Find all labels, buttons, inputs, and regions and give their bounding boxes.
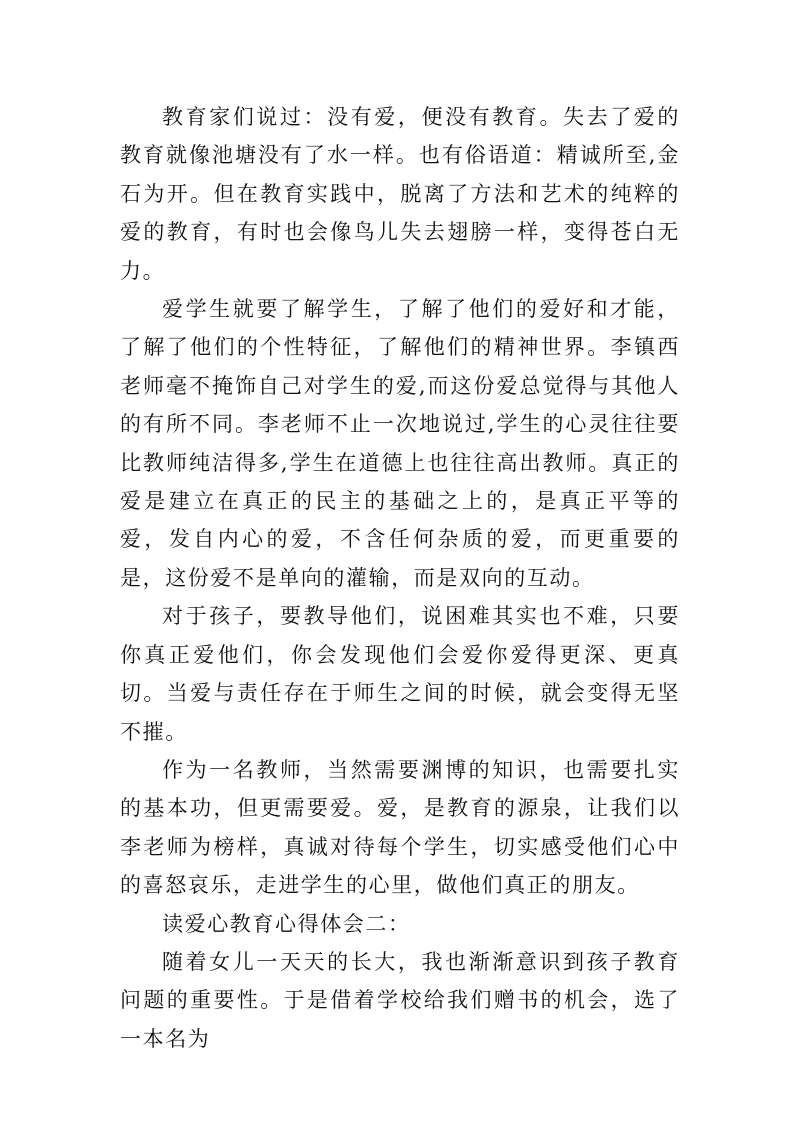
paragraph-4: 作为一名教师，当然需要渊博的知识，也需要扎实的基本功，但更需要爱。爱，是教育的源泉，让我们以李老师为榜样，真诚对待每个学生，切实感受他们心中的喜怒哀乐，走进学生的心里，做他们真正的朋友。 — [120, 757, 680, 898]
paragraph-5: 随着女儿一天天的长大，我也渐渐意识到孩子教育问题的重要性。于是借着学校给我们赠书的机会，选了一本名为 — [120, 949, 680, 1051]
paragraph-2: 爱学生就要了解学生，了解了他们的爱好和才能，了解了他们的个性特征，了解他们的精神世界。李镇西老师毫不掩饰自己对学生的爱,而这份爱总觉得与其他人的有所不同。李老师不止一次地说过,学生的心灵往往要比教师纯洁得多,学生在道德上也往往高出教师。真正的爱是建立在真正的民主的基础之上的，是真正平等的爱，发自内心的爱，不含任何杂质的爱，而更重要的是，这份爱不是单向的灌输，而是双向的互动。 — [120, 297, 680, 590]
paragraph-1: 教育家们说过：没有爱，便没有教育。失去了爱的教育就像池塘没有了水一样。也有俗语道：精诚所至,金石为开。但在教育实践中，脱离了方法和艺术的纯粹的爱的教育，有时也会像鸟儿失去翅膀一样，变得苍白无力。 — [120, 105, 680, 283]
document-body — [120, 98, 680, 1058]
paragraph-3: 对于孩子，要教导他们，说困难其实也不难，只要你真正爱他们，你会发现他们会爱你爱得更深、更真切。当爱与责任存在于师生之间的时候，就会变得无坚不摧。 — [120, 604, 680, 744]
section-heading: 读爱心教育心得体会二： — [162, 911, 411, 936]
